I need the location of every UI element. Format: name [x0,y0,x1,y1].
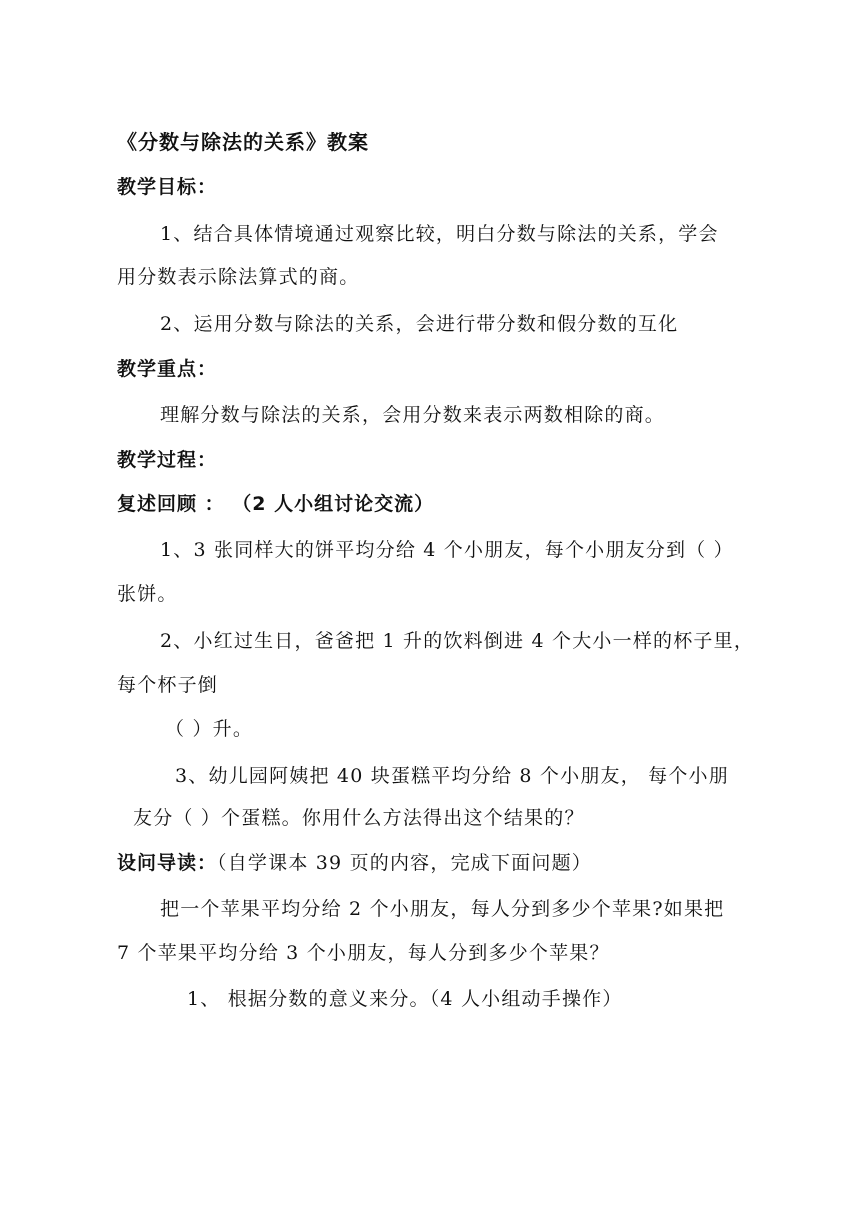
guide-heading: 设问导读： [117,852,218,874]
guide-text-line-1: 把一个苹果平均分给 2 个小朋友，每人分到多少个苹果?如果把 [160,898,725,920]
review-heading: 复述回顾 ： （2 人小组讨论交流） [117,493,435,515]
guide-note: （自学课本 39 页的内容，完成下面问题） [217,852,592,874]
review-item-2-line-2: 每个杯子倒 [117,674,219,696]
objective-1-line-2: 用分数表示除法算式的商。 [117,266,360,288]
guide-heading-row [117,851,592,875]
review-item-3-line-1: 3、幼儿园阿姨把 40 块蛋糕平均分给 8 个小朋友， 每个小朋 [175,765,729,787]
process-heading: 教学过程： [117,449,218,471]
guide-item-1: 1、 根据分数的意义来分。（4 人小组动手操作） [187,988,623,1010]
keypoint-text: 理解分数与除法的关系，会用分数来表示两数相除的商。 [160,404,666,426]
objective-2: 2、运用分数与除法的关系，会进行带分数和假分数的互化 [160,313,679,335]
objective-1-line-1: 1、结合具体情境通过观察比较，明白分数与除法的关系，学会 [160,223,719,245]
guide-text-line-2: 7 个苹果平均分给 3 个小朋友，每人分到多少个苹果？ [117,942,610,964]
review-item-2-line-3: （ ）升。 [165,718,254,740]
review-item-3-line-2: 友分（ ）个蛋糕。你用什么方法得出这个结果的？ [133,807,585,829]
review-item-1-line-2: 张饼。 [117,583,178,605]
review-item-2-line-1: 2、小红过生日，爸爸把 1 升的饮料倒进 4 个大小一样的杯子里， [160,630,755,652]
objectives-heading: 教学目标： [117,176,218,198]
review-item-1-line-1: 1、3 张同样大的饼平均分给 4 个小朋友，每个小朋友分到（ ） [160,539,734,561]
document-title: 《分数与除法的关系》教案 [117,130,369,154]
keypoint-heading: 教学重点： [117,358,218,380]
